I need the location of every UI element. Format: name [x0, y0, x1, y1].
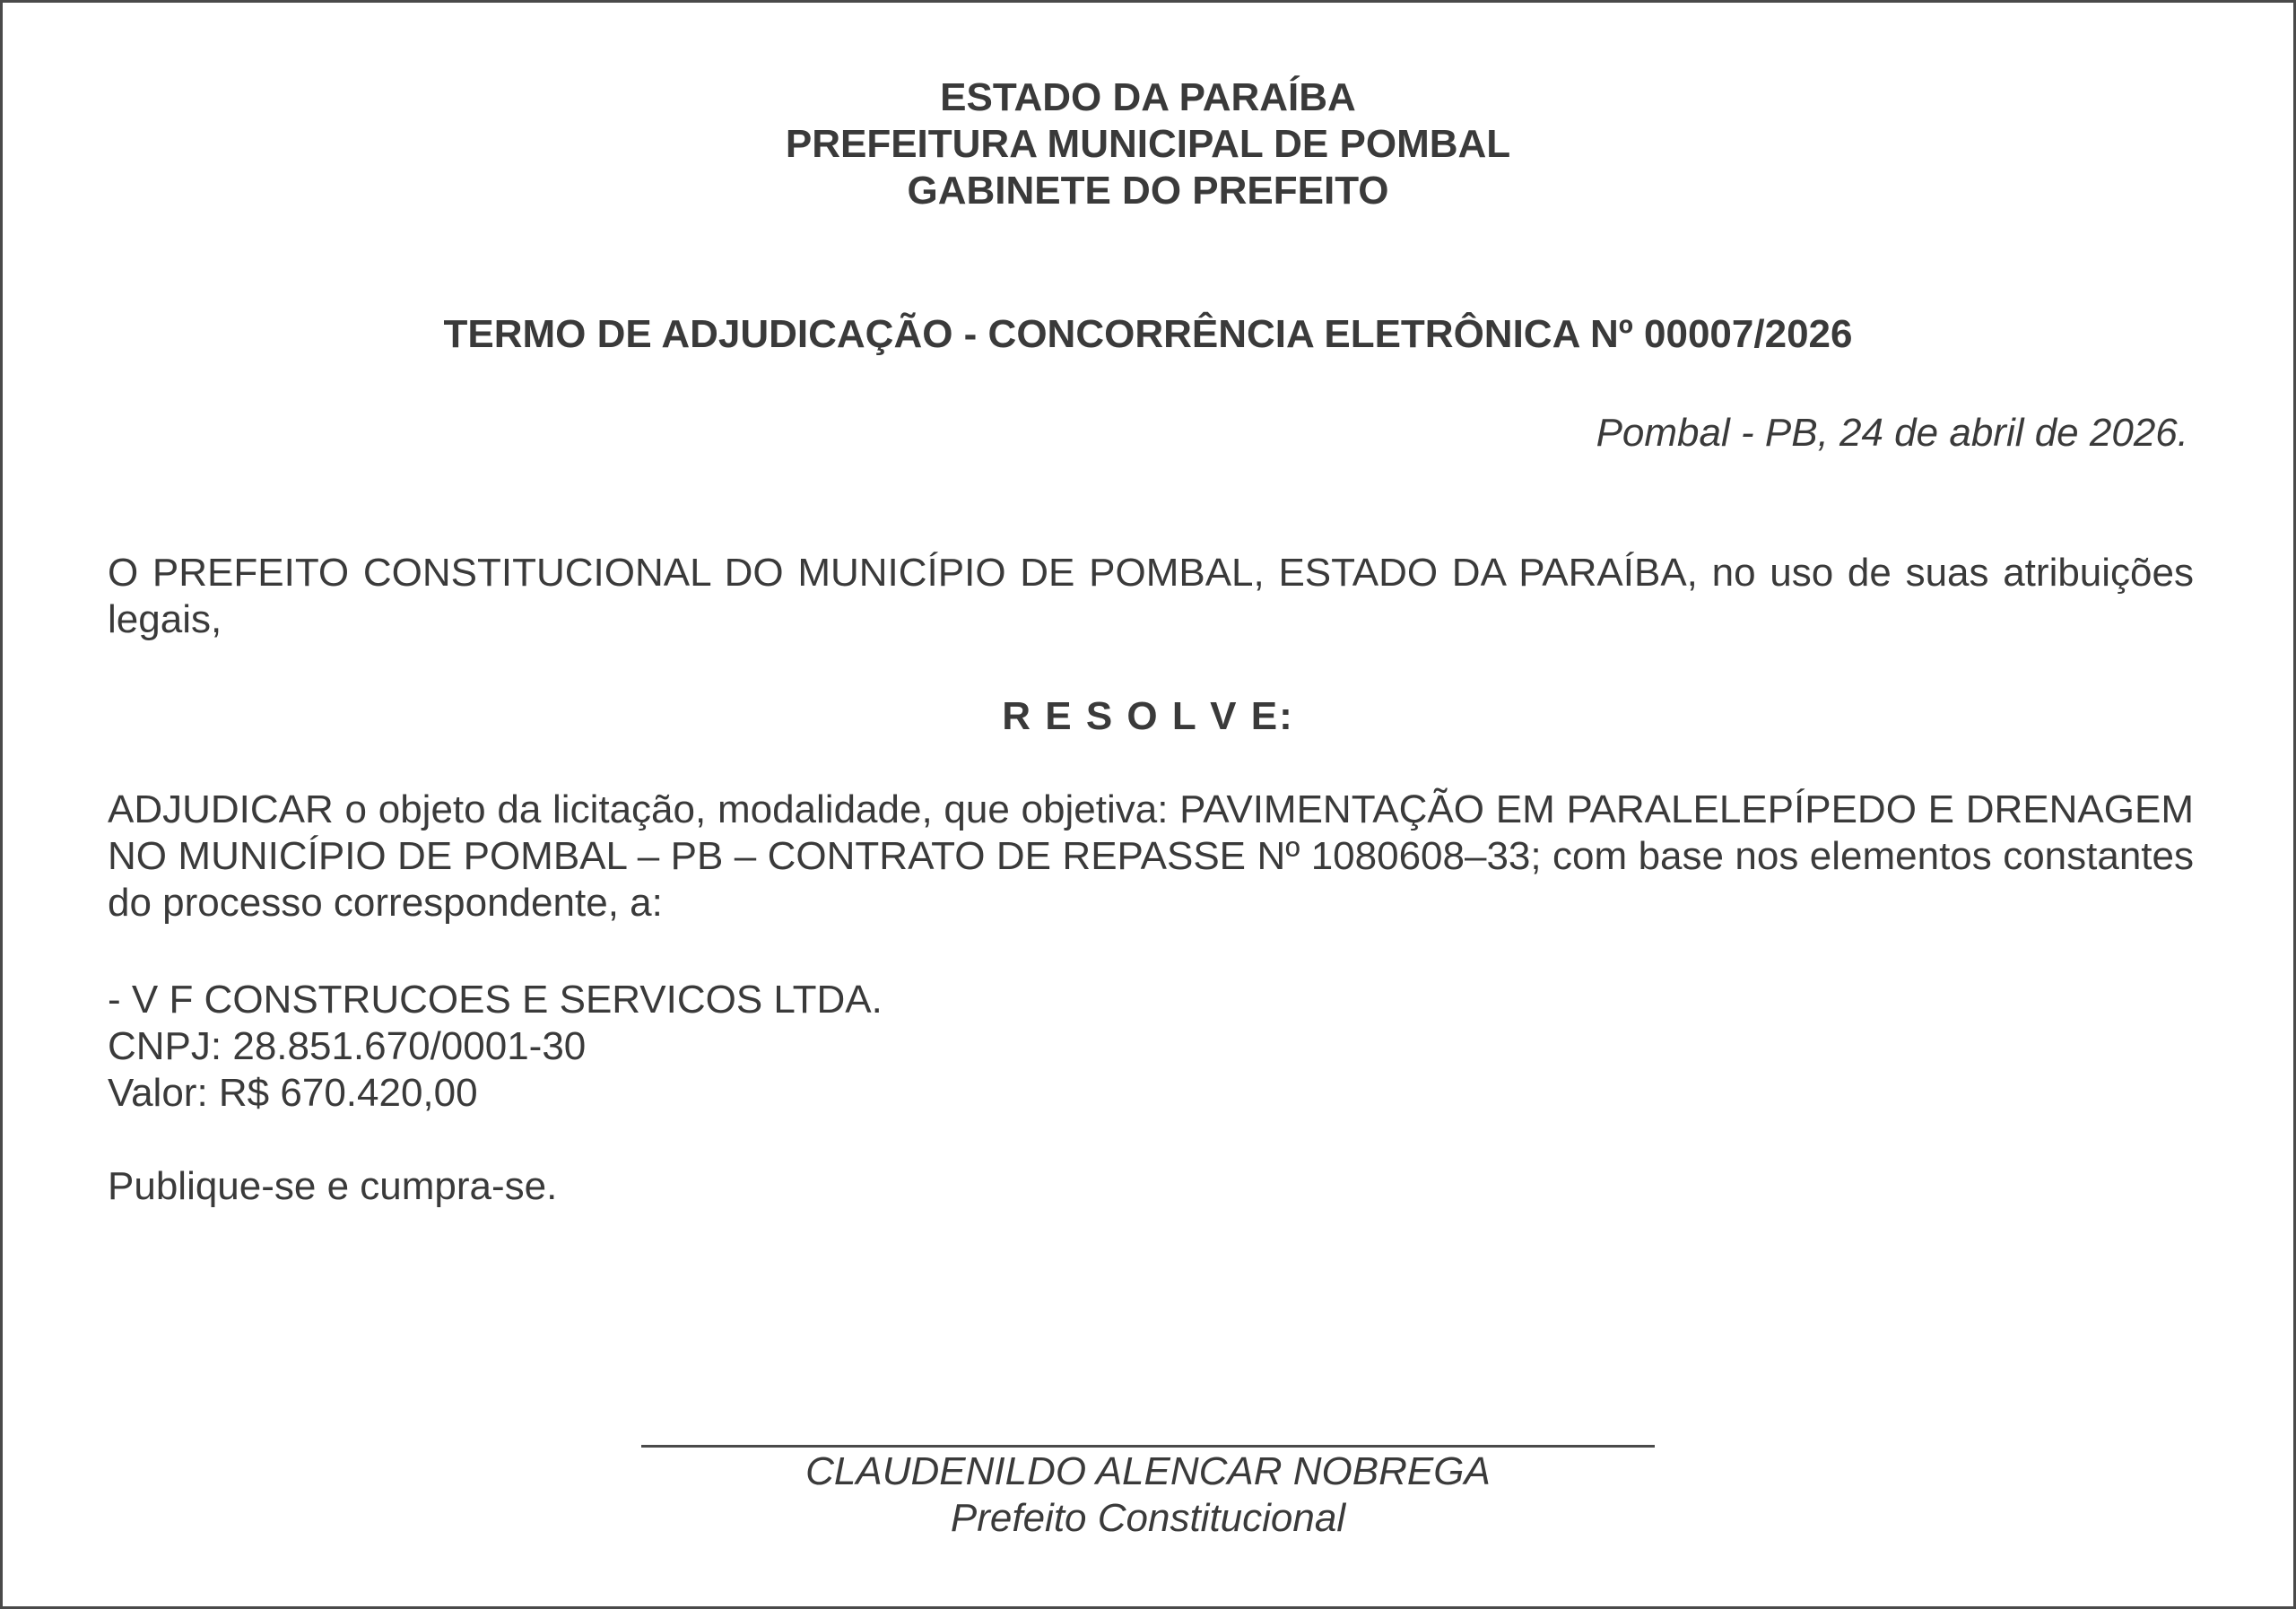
- signer-name: CLAUDENILDO ALENCAR NOBREGA: [805, 1449, 1491, 1493]
- document-header: [3, 74, 2293, 214]
- signer-role: Prefeito Constitucional: [950, 1496, 1346, 1540]
- header-state: ESTADO DA PARAÍBA: [940, 75, 1356, 119]
- company-valor: Valor: R$ 670.420,00: [108, 1071, 478, 1115]
- place-date: Pombal - PB, 24 de abril de 2026.: [1596, 411, 2188, 455]
- header-office: GABINETE DO PREFEITO: [907, 169, 1389, 213]
- document-title: TERMO DE ADJUDICAÇÃO - CONCORRÊNCIA ELETRÔNICA Nº 00007/2026: [443, 312, 1853, 356]
- closing-text: Publique-se e cumpra-se.: [108, 1164, 558, 1208]
- signature-line: [641, 1445, 1655, 1448]
- company-name: - V F CONSTRUCOES E SERVICOS LTDA.: [108, 978, 883, 1022]
- header-municipality: PREFEITURA MUNICIPAL DE POMBAL: [785, 122, 1511, 166]
- company-block: [108, 977, 2194, 1117]
- adjudicar-paragraph: ADJUDICAR o objeto da licitação, modalidade, que objetiva: PAVIMENTAÇÃO EM PARALELEPÍPEDO E DRENAGEM NO MUNICÍPIO DE POMBAL – PB – CONTRATO DE REPASSE Nº 1080608–33; com base nos elementos constantes do processo correspondente, a:: [108, 787, 2194, 925]
- signature-block: [3, 1448, 2293, 1542]
- intro-paragraph: O PREFEITO CONSTITUCIONAL DO MUNICÍPIO DE POMBAL, ESTADO DA PARAÍBA, no uso de suas atribuições legais,: [108, 551, 2194, 641]
- resolve-heading: R E S O L V E:: [1002, 694, 1294, 738]
- company-cnpj: CNPJ: 28.851.670/0001-30: [108, 1024, 587, 1068]
